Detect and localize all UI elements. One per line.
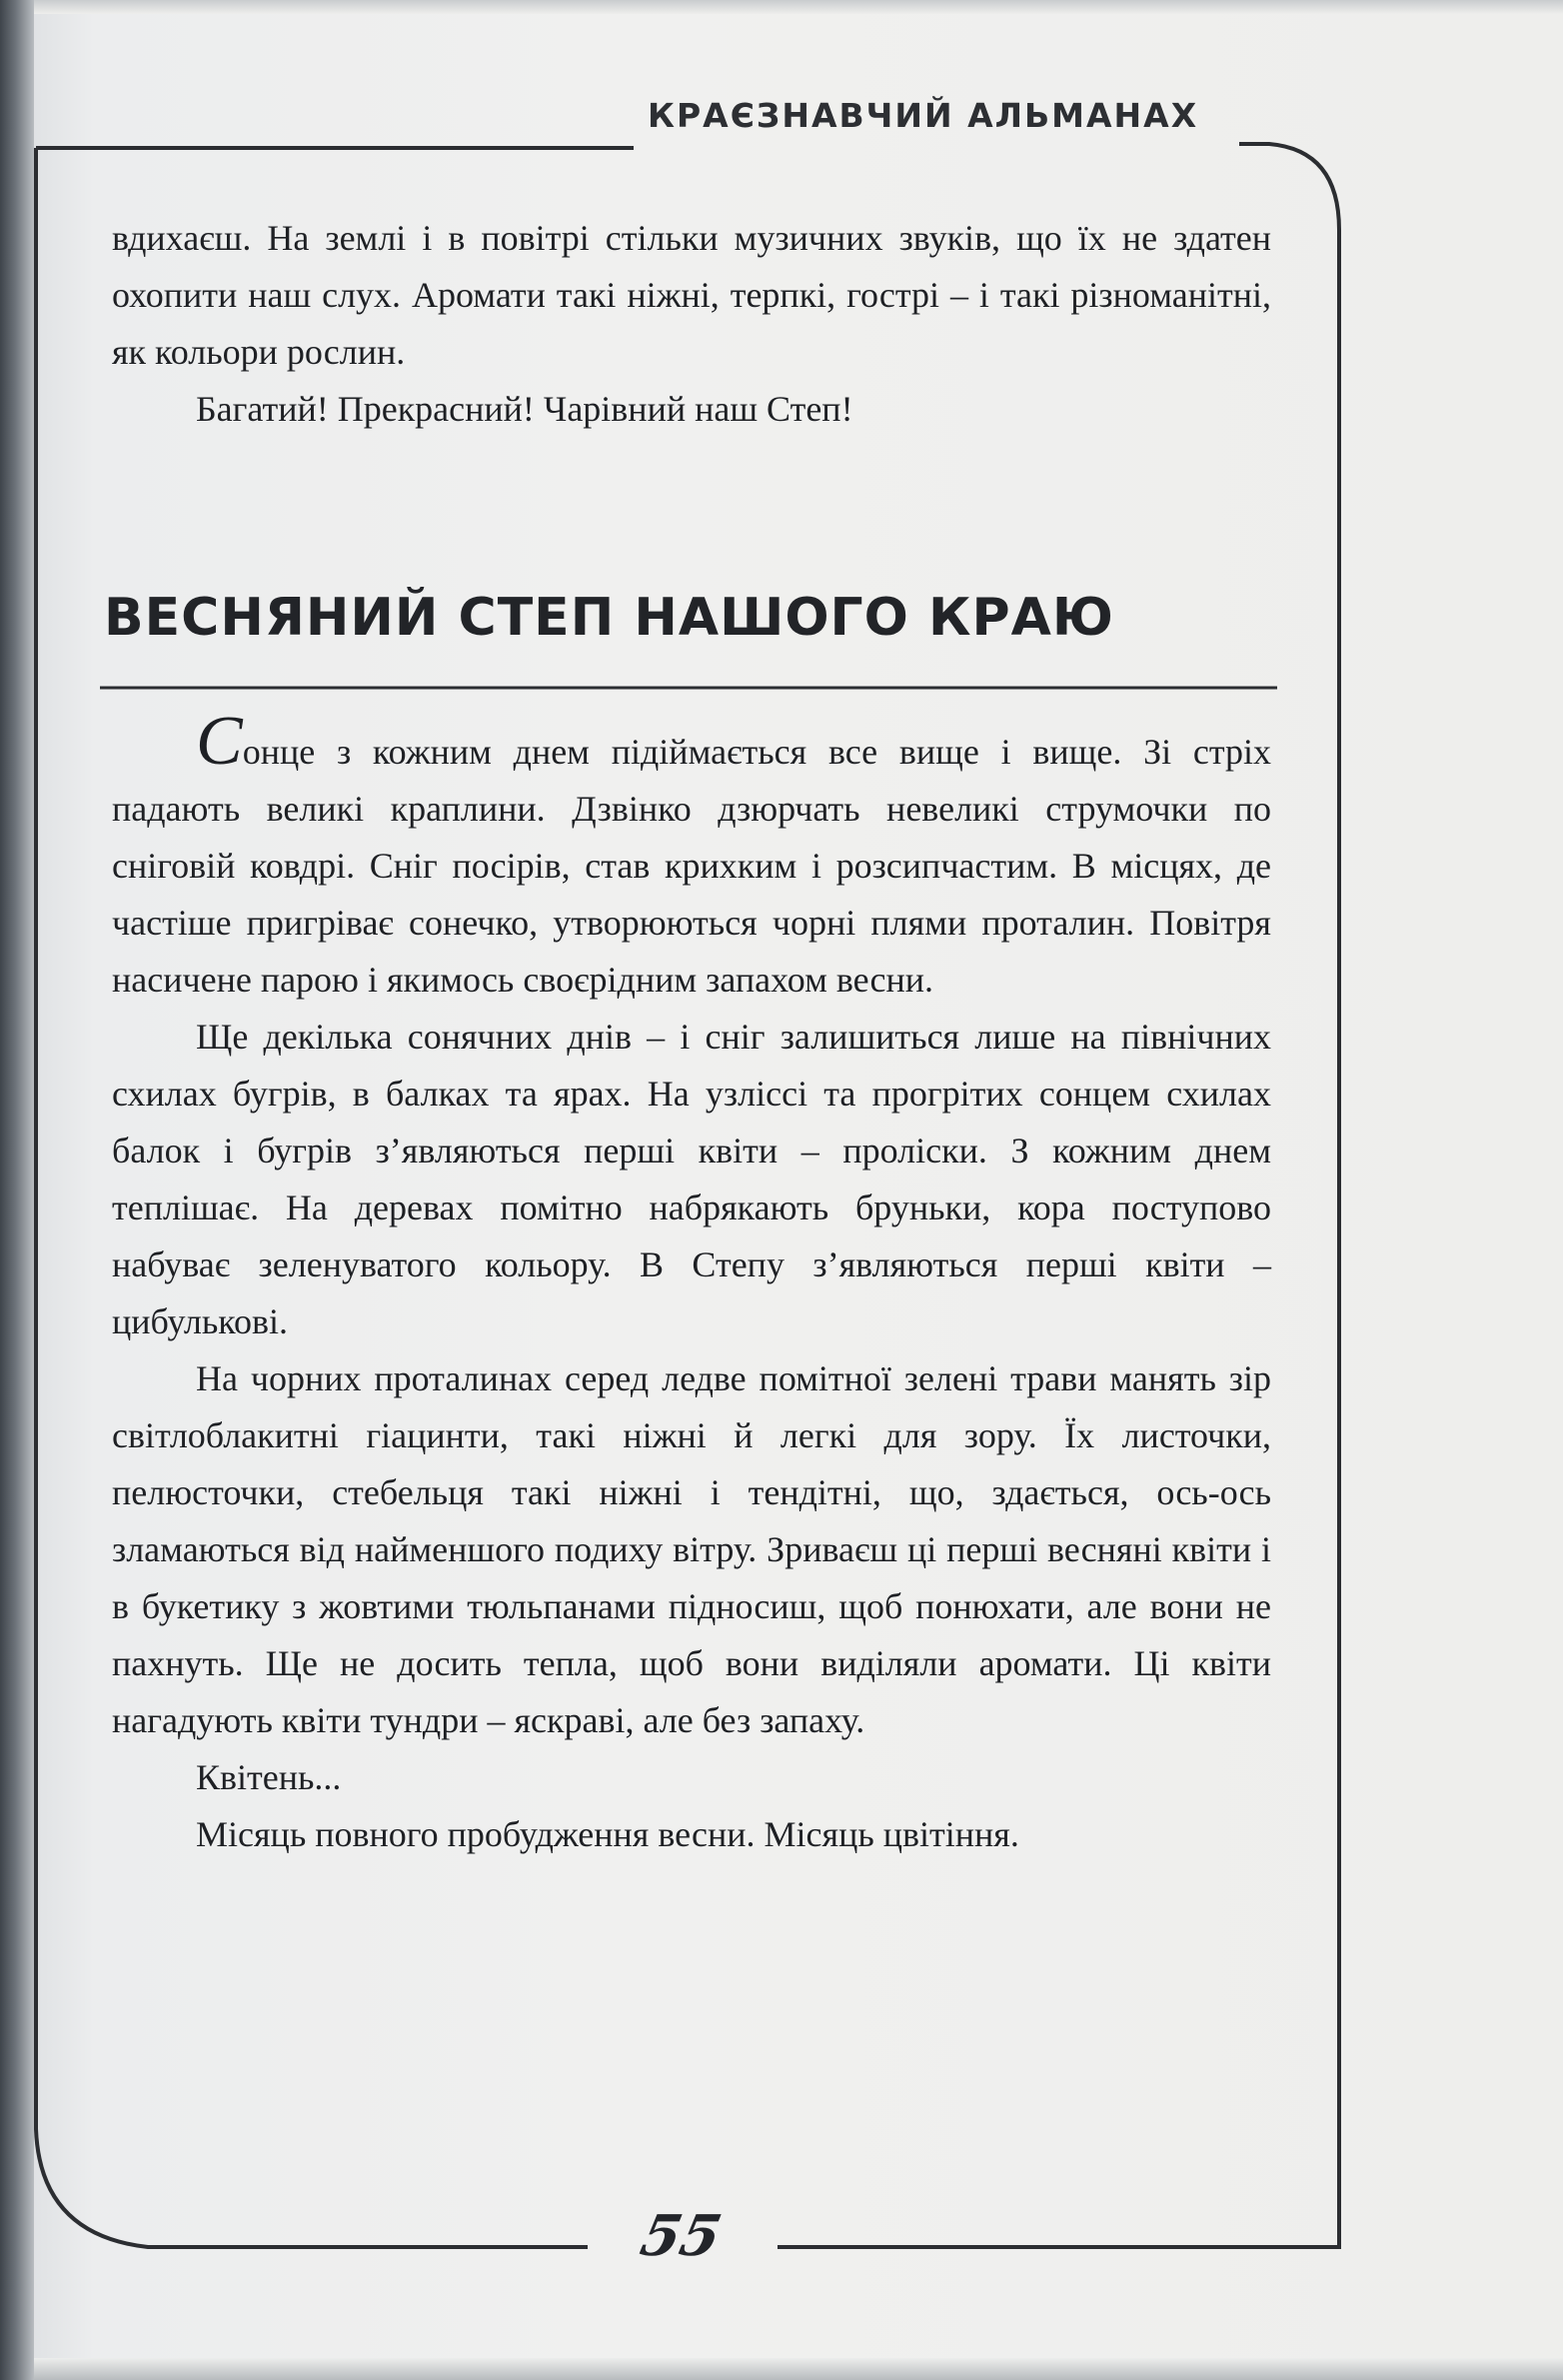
intro-exclamation: Багатий! Прекрасний! Чарівний наш Степ! [196, 389, 853, 429]
intro-text [112, 210, 1271, 438]
dropcap-letter: С [196, 703, 243, 780]
page-number: 55 [635, 2203, 728, 2269]
section-paragraph: Місяць повного пробудження весни. Місяць цвітіння. [196, 1814, 1019, 1854]
section-paragraph: На чорних проталинах серед ледве помітної зелені трави манять зір світлоблакитні гіацинти, такі ніжні й легкі для зору. Їх листочки, пелюсточки, стебельця такі ніжні і тендітні, що, здається, ось-ось зламаються від найменшого подиху вітру. Зриваєш ці перші весняні квіти і в букетику з жовтими тюльпанами підносиш, щоб понюхати, але вони не пахнуть. Ще не досить тепла, щоб вони виділяли аромати. Ці квіти нагадують квіти тундри – яскраві, але без запаху. [112, 1358, 1271, 1740]
section-first-paragraph [112, 703, 1271, 1009]
almanac-header-title: КРАЄЗНАВЧИЙ АЛЬМАНАХ [648, 96, 1199, 135]
section-paragraph: Ще декілька сонячних днів – і сніг залишиться лише на північних схилах бугрів, в балках та ярах. На узліссі та прогрітих сонцем схилах балок і бугрів з’являються перші квіти – проліски. З кожним днем теплішає. На деревах помітно набрякають бруньки, кора поступово набуває зеленуватого кольору. В Степу з’являються перші квіти – цибульковi. [112, 1017, 1271, 1341]
section-title: ВЕСНЯНИЙ СТЕП НАШОГО КРАЮ [104, 588, 1114, 648]
section-paragraph: Квітень... [196, 1757, 342, 1797]
section-first-paragraph-text: онце з кожним днем підіймається все вище і вище. Зі стріх падають великі краплини. Дзвінко дзюрчать невеликі струмочки по сніговій ковдрі. Сніг посірів, став крихким і розсипчастим. В місцях, де частіше пригріває сонечко, утворюються чорні плями проталин. Повітря насичене парою і якимось своєрідним запахом весни. [112, 732, 1271, 1000]
section-body [112, 703, 1271, 1863]
intro-paragraph: вдихаєш. На землі і в повітрі стільки музичних звуків, що їх не здатен охопити наш слух. Аромати такі ніжні, терпкі, гострі – і такі різноманітні, як кольори рослин. [112, 218, 1271, 372]
